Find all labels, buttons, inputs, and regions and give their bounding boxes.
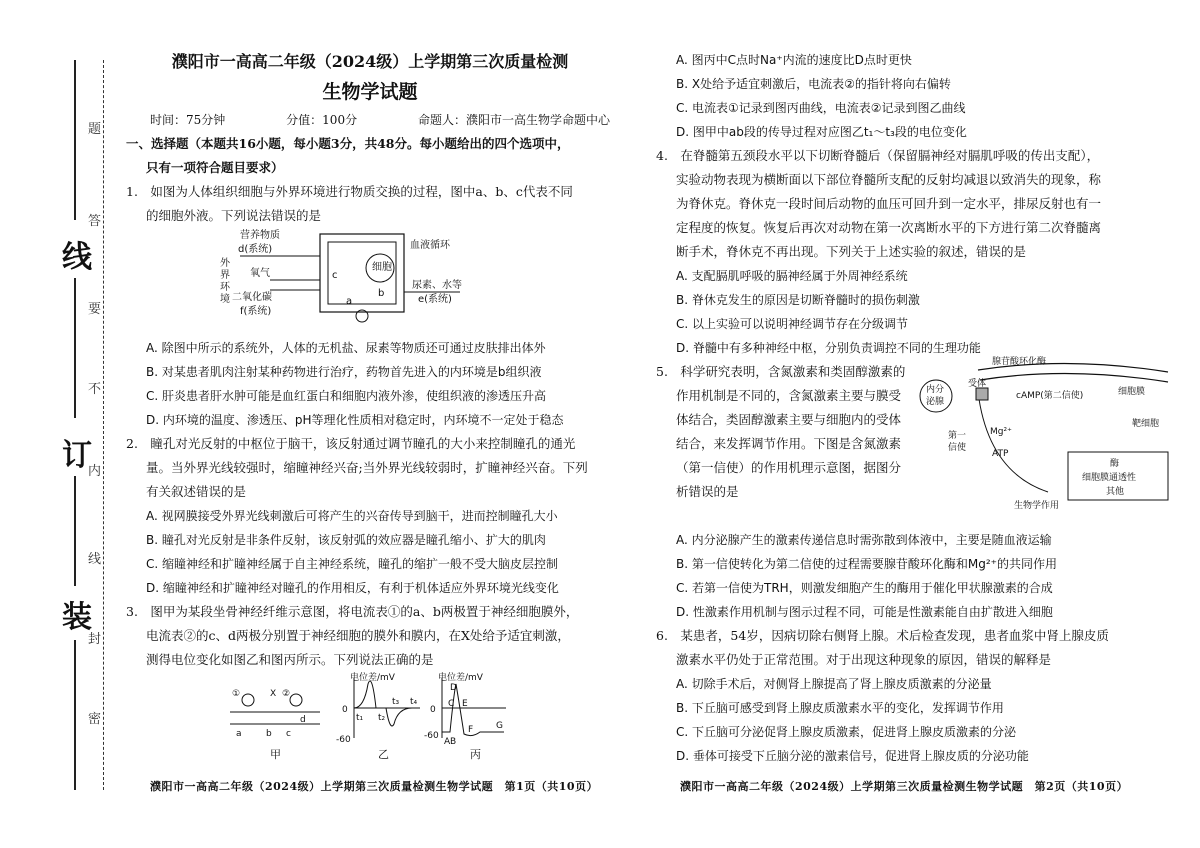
q1-fig-nutrients: 营养物质 xyxy=(240,230,280,241)
q4-option-a: A. 支配膈肌呼吸的膈神经属于外周神经系统 xyxy=(676,269,908,283)
q3-figure xyxy=(120,672,620,764)
q3-fig-a: a xyxy=(236,729,242,739)
q5-fig-membrane: 细胞膜 xyxy=(1118,387,1146,397)
q5-fig-target: 靶细胞 xyxy=(1132,419,1160,429)
margin-solid-line xyxy=(74,60,76,220)
q1-fig-outside-0: 外 xyxy=(220,258,230,269)
q5-option-a: A. 内分泌腺产生的激素传递信息时需弥散到体液中，主要是随血液运输 xyxy=(676,533,1052,547)
q1-option-a: A. 除图中所示的系统外，人体的无机盐、尿素等物质还可通过皮肤排出体外 xyxy=(146,341,546,355)
q5-fig-atp: ATP xyxy=(992,449,1009,459)
q3-fig-meter1-icon xyxy=(242,694,254,706)
exam-author: 命题人：濮阳市一高生物学命题中心 xyxy=(417,113,610,127)
q3-fig-t4: t₄ xyxy=(410,697,418,707)
q3-fig-bing-minus60: -60 xyxy=(424,731,439,741)
q5-fig-camp: cAMP(第二信使) xyxy=(1016,391,1084,401)
q1-fig-c: c xyxy=(332,270,338,281)
q3-fig-yi: 乙 xyxy=(378,748,389,761)
page-2-column xyxy=(650,48,1180,808)
q5-stem-cont: 结合，来发挥调节作用。下图是含氮激素 xyxy=(676,436,902,451)
q2-stem: 2. 瞳孔对光反射的中枢位于脑干，该反射通过调节瞳孔的大小来控制瞳孔的通光 xyxy=(126,436,576,451)
q3-fig-meter2-icon xyxy=(290,694,302,706)
q2-stem-cont: 量。当外界光线较强时，缩瞳神经兴奋;当外界光线较弱时，扩瞳神经兴奋。下列 xyxy=(146,460,588,475)
q1-fig-f-system: f(系统) xyxy=(240,306,272,317)
q5-fig-first-0: 第一 xyxy=(948,431,967,441)
q5-fig-membrane-inner xyxy=(980,373,1168,382)
q1-fig-a: a xyxy=(346,296,353,307)
q1-fig-outside-3: 境 xyxy=(220,294,230,305)
q1-fig-urea: 尿素、水等 xyxy=(412,280,462,291)
q3-option-c: C. 电流表①记录到图丙曲线，电流表②记录到图乙曲线 xyxy=(676,101,966,115)
q3-stem: 3. 图甲为某段坐骨神经纤维示意图，将电流表①的a、b两极置于神经细胞膜外， xyxy=(126,604,579,619)
q5-stem-cont: 析错误的是 xyxy=(676,484,739,499)
margin-dashed-line xyxy=(103,60,104,790)
q3-fig-bing-ylabel: 电位差/mV xyxy=(438,673,483,683)
q4-stem-cont: 定程度的恢复。恢复后再次对动物在第一次离断水平的下方进行第二次脊髓离 xyxy=(676,220,1102,235)
q3-fig-x: X xyxy=(270,689,277,699)
q3-fig-E: E xyxy=(462,699,468,709)
q1-fig-outside-2: 环 xyxy=(220,282,230,293)
q3-option-a: A. 图丙中C点时Na⁺内流的速度比D点时更快 xyxy=(676,53,912,67)
margin-char: 密 xyxy=(88,712,102,727)
q2-option-b: B. 瞳孔对光反射是非条件反射，该反射弧的效应器是瞳孔缩小、扩大的肌肉 xyxy=(146,533,546,547)
q3-fig-b: b xyxy=(266,729,272,739)
q1-fig-d-system: d(系统) xyxy=(238,244,273,255)
exam-subtitle: 生物学试题 xyxy=(322,81,418,103)
q5-fig-receptor: 受体 xyxy=(968,379,987,389)
q3-fig-jia: 甲 xyxy=(270,748,281,761)
exam-score: 分值：100分 xyxy=(286,113,358,127)
q3-fig-F: F xyxy=(468,725,474,735)
q5-fig-effect-curve xyxy=(978,392,1048,492)
page-1-column xyxy=(120,48,620,808)
q3-fig-c: c xyxy=(286,729,291,739)
q6-option-b: B. 下丘脑可感受到肾上腺皮质激素水平的变化，发挥调节作用 xyxy=(676,701,1004,715)
q6-option-d: D. 垂体可接受下丘脑分泌的激素信号，促进肾上腺皮质的分泌功能 xyxy=(676,749,1029,763)
q6-option-c: C. 下丘脑可分泌促肾上腺皮质激素，促进肾上腺皮质激素的分泌 xyxy=(676,725,1017,739)
q3-option-d: D. 图甲中ab段的传导过程对应图乙t₁～t₃段的电位变化 xyxy=(676,125,967,139)
binding-margin xyxy=(0,0,118,848)
q4-stem-cont: 实验动物表现为横断面以下部位脊髓所支配的反射均减退以致消失的现象，称 xyxy=(676,172,1102,187)
q3-fig-yi-minus60: -60 xyxy=(336,735,351,745)
q5-fig-box3: 其他 xyxy=(1106,487,1125,497)
q5-block xyxy=(650,357,1180,511)
q1-fig-b: b xyxy=(378,288,385,299)
section-heading: 一、选择题（本题共16小题，每小题3分，共48分。每小题给出的四个选项中， xyxy=(126,136,570,151)
q1-fig-e-system: e(系统) xyxy=(418,294,452,305)
q4-stem-cont: 为脊休克。脊休克一段时间后动物的血压可回升到一定水平，排尿反射也有一 xyxy=(676,196,1102,211)
q1-fig-cell: 细胞 xyxy=(372,262,392,273)
q1-fig-outside-1: 界 xyxy=(220,270,230,281)
q3-fig-t3: t₃ xyxy=(392,697,400,707)
q3-stem-cont: 电流表②的c、d两极分别置于神经细胞的膜外和膜内，在X处给予适宜刺激， xyxy=(146,628,570,643)
exam-meta xyxy=(120,108,620,132)
margin-char: 封 xyxy=(88,632,102,647)
q5-stem-cont: 体结合，类固醇激素主要与细胞内的受体 xyxy=(676,412,902,427)
q5-fig-receptor-icon xyxy=(976,388,988,400)
exam-title: 濮阳市一高高二年级（2024级）上学期第三次质量检测 xyxy=(171,52,569,71)
q4-option-c: C. 以上实验可以说明神经调节存在分级调节 xyxy=(676,317,909,331)
q1-fig-co2: 二氧化碳 xyxy=(232,292,272,303)
q3-fig-bing-zero: 0 xyxy=(430,705,436,715)
q2-stem-cont: 有关叙述错误的是 xyxy=(146,484,247,499)
q3-fig-G: G xyxy=(496,721,503,731)
section-heading-cont: 只有一项符合题目要求） xyxy=(146,160,284,175)
margin-solid-line xyxy=(74,640,76,790)
q3-fig-yi-zero: 0 xyxy=(342,705,348,715)
q4-option-b: B. 脊休克发生的原因是切断脊髓时的损伤刺激 xyxy=(676,293,920,307)
q1-figure xyxy=(120,228,620,328)
margin-big-char: 订 xyxy=(62,438,92,473)
margin-char: 要 xyxy=(88,302,102,317)
q1-stem-cont: 的细胞外液。下列说法错误的是 xyxy=(146,208,322,223)
q1-fig-oxygen: 氧气 xyxy=(250,268,270,279)
q5-stem-cont: 作用机制是不同的，含氮激素主要与膜受 xyxy=(676,388,902,403)
page-1-footer: 濮阳市一高高二年级（2024级）上学期第三次质量检测生物学试题 第1页（共10页） xyxy=(150,780,599,793)
q1-stem: 1. 如图为人体组织细胞与外界环境进行物质交换的过程，图中a、b、c代表不同 xyxy=(126,184,573,199)
q5-fig-box2: 细胞膜通透性 xyxy=(1082,473,1137,483)
q1-option-c: C. 肝炎患者肝水肿可能是血红蛋白和细胞内液外渗，使组织液的渗透压升高 xyxy=(146,389,547,403)
q1-fig-inner-box xyxy=(328,242,396,304)
q3-fig-bing: 丙 xyxy=(470,748,481,761)
margin-char: 不 xyxy=(88,382,102,397)
q4-stem-cont: 断手术，脊休克不再出现。下列关于上述实验的叙述，错误的是 xyxy=(676,244,1027,259)
q5-fig-endocrine-1: 泌腺 xyxy=(926,397,945,407)
q5-fig-effect: 生物学作用 xyxy=(1014,501,1060,511)
q6-option-a: A. 切除手术后，对侧肾上腺提高了肾上腺皮质激素的分泌量 xyxy=(676,677,992,691)
q1-option-d: D. 内环境的温度、渗透压、pH等理化性质相对稳定时，内环境不一定处于稳态 xyxy=(146,413,564,427)
q3-fig-yi-ylabel: 电位差/mV xyxy=(350,673,395,683)
q4-option-d: D. 脊髓中有多种神经中枢，分别负责调控不同的生理功能 xyxy=(676,341,981,355)
q6-stem-cont: 激素水平仍处于正常范围。对于出现这种现象的原因，错误的解释是 xyxy=(676,652,1052,667)
q2-option-a: A. 视网膜接受外界光线刺激后可将产生的兴奋传导到脑干，进而控制瞳孔大小 xyxy=(146,509,558,523)
q3-stem-cont: 测得电位变化如图乙和图丙所示。下列说法正确的是 xyxy=(146,652,434,667)
q5-fig-mg: Mg²⁺ xyxy=(990,427,1012,437)
q5-fig-box1: 酶 xyxy=(1110,459,1120,469)
q3-fig-t1: t₁ xyxy=(356,713,364,723)
q3-fig-A: A xyxy=(444,737,451,747)
q3-fig-C: C xyxy=(448,699,455,709)
q5-figure xyxy=(918,352,1178,512)
q5-option-b: B. 第一信使转化为第二信使的过程需要腺苷酸环化酶和Mg²⁺的共同作用 xyxy=(676,557,1057,571)
q3-fig-m2: ② xyxy=(282,689,291,699)
q5-stem: 5. 科学研究表明，含氮激素和类固醇激素的 xyxy=(656,364,906,379)
margin-solid-line xyxy=(74,278,76,418)
q3-fig-B: B xyxy=(450,737,457,747)
margin-big-char: 装 xyxy=(62,600,92,635)
q3-fig-t2: t₂ xyxy=(378,713,386,723)
margin-char: 内 xyxy=(88,464,102,479)
margin-solid-line xyxy=(74,476,76,586)
q5-fig-endocrine-0: 内分 xyxy=(926,385,945,395)
q3-fig-D: D xyxy=(450,683,457,693)
margin-char: 答 xyxy=(88,214,102,229)
q5-option-d: D. 性激素作用机制与图示过程不同，可能是性激素能自由扩散进入细胞 xyxy=(676,605,1053,619)
margin-big-char: 线 xyxy=(62,240,92,275)
q5-fig-cyclase: 腺苷酸环化酶 xyxy=(992,357,1047,367)
margin-char: 线 xyxy=(88,552,102,567)
q3-fig-m1: ① xyxy=(232,689,241,699)
q1-option-b: B. 对某患者肌肉注射某种药物进行治疗，药物首先进入的内环境是b组织液 xyxy=(146,365,542,379)
page-2-footer: 濮阳市一高高二年级（2024级）上学期第三次质量检测生物学试题 第2页（共10页） xyxy=(680,780,1129,793)
exam-time: 时间：75分钟 xyxy=(150,113,226,127)
q5-option-c: C. 若第一信使为TRH，则激发细胞产生的酶用于催化甲状腺激素的合成 xyxy=(676,581,1053,595)
q4-stem: 4. 在脊髓第五颈段水平以下切断脊髓后（保留膈神经对膈肌呼吸的传出支配）， xyxy=(656,148,1100,163)
margin-char: 题 xyxy=(88,122,102,137)
q2-option-c: C. 缩瞳神经和扩瞳神经属于自主神经系统，瞳孔的缩扩一般不受大脑皮层控制 xyxy=(146,557,559,571)
q5-stem-cont: （第一信使）的作用机理示意图，据图分 xyxy=(676,460,902,475)
q1-fig-circulation: 血液循环 xyxy=(410,240,450,251)
q3-fig-d: d xyxy=(300,715,306,725)
q6-stem: 6. 某患者，54岁，因病切除右侧肾上腺。术后检查发现，患者血浆中肾上腺皮质 xyxy=(656,628,1109,643)
q3-option-b: B. X处给予适宜刺激后，电流表②的指针将向右偏转 xyxy=(676,77,951,91)
q5-fig-first-1: 信使 xyxy=(948,443,967,453)
q2-option-d: D. 缩瞳神经和扩瞳神经对瞳孔的作用相反，有利于机体适应外界环境光线变化 xyxy=(146,581,559,595)
